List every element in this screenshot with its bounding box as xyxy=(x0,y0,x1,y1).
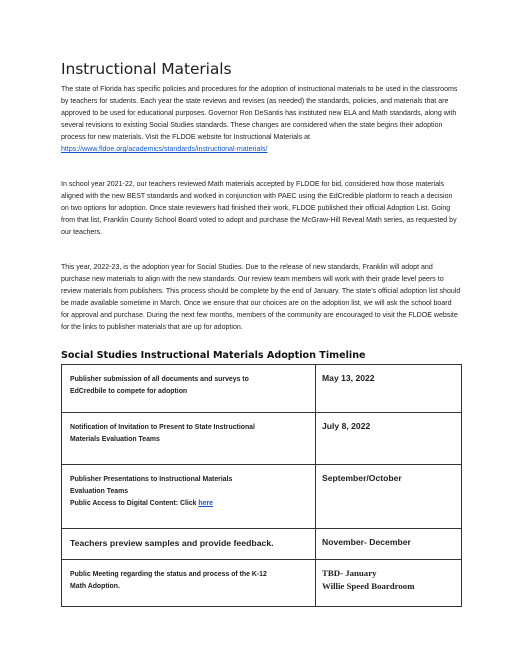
table-row xyxy=(62,413,462,465)
fldoe-instructional-materials-link[interactable]: https://www.fldoe.org/academics/standards/instructional-materials/ xyxy=(61,146,268,154)
event-cell xyxy=(62,465,316,529)
date-cell xyxy=(316,560,462,607)
event-cell xyxy=(62,560,316,607)
math-adoption-paragraph: In school year 2021-22, our teachers reviewed Math materials accepted by FLDOE for bid, considered how those materials aligned with the new BEST standards and worked in conjunction with PAEC using the EdCredible platform to reach a decision on two options for adoption. Once state reviewers had finished their work, FLDOE published their official Adoption List. Going from that list, Franklin County School Board voted to adopt and purchase the McGraw-Hill Reveal Math series, as requested by our teachers. xyxy=(61,181,457,237)
event-line xyxy=(70,498,307,510)
adoption-timeline-table xyxy=(61,364,462,607)
digital-content-here-link[interactable]: here xyxy=(198,500,213,508)
date-cell: May 13, 2022 xyxy=(316,365,462,413)
table-row xyxy=(62,465,462,529)
event-line: Publisher Presentations to Instructional Materials xyxy=(70,476,233,483)
event-cell xyxy=(62,413,316,465)
event-line: Public Meeting regarding the status and process of the K-12 xyxy=(70,571,267,578)
event-cell xyxy=(62,365,316,413)
intro-text: The state of Florida has specific policies and procedures for the adoption of instructional materials to be used in the classrooms by teachers for students. Each year the state reviews and revises (as needed) the standards, policies, and materials that are approved to be used for educational purposes. Governor Ron DeSantis has instituted new ELA and Math standards, along with several revisions to existing Social Studies standards. These changes are considered when the state begins their adoption process for new materials. Visit the FLDOE website for Instructional Materials at xyxy=(61,86,458,142)
date-cell: July 8, 2022 xyxy=(316,413,462,465)
event-line: Materials Evaluation Teams xyxy=(70,436,160,444)
social-studies-paragraph: This year, 2022-23, is the adoption year for Social Studies. Due to the release of new standards, Franklin will adopt and purchase new materials to align with the new standards. Our review team members will work with their grade level peers to review materials from publishers. This process should be complete by the end of January. The state’s official adoption list should be made available sometime in March. Once we ensure that our choices are on the adoption list, we will ask the school board for approval and purchase. During the next few months, members of the community are encouraged to visit the FLDOE website for the links to publisher materials that are up for adoption. xyxy=(61,264,461,332)
table-row xyxy=(62,365,462,413)
page-title: Instructional Materials xyxy=(61,60,232,78)
event-cell: Teachers preview samples and provide feedback. xyxy=(62,529,316,560)
event-line: Evaluation Teams xyxy=(70,488,129,496)
table-row xyxy=(62,560,462,607)
date-cell: September/October xyxy=(316,465,462,529)
intro-paragraph xyxy=(61,84,461,157)
digital-access-label: Public Access to Digital Content: Click xyxy=(70,500,199,508)
table-row xyxy=(62,529,462,560)
date-cell: November- December xyxy=(316,529,462,560)
location-line: Willie Speed Boardroom xyxy=(322,581,415,591)
date-line: TBD- January xyxy=(322,568,377,578)
event-line: Math Adoption. xyxy=(70,583,120,591)
timeline-heading: Social Studies Instructional Materials Adoption Timeline xyxy=(61,350,366,361)
event-line: Publisher submission of all documents and surveys to xyxy=(70,376,249,383)
event-line: Notification of Invitation to Present to State Instructional xyxy=(70,424,255,431)
event-line: EdCredbile to compete for adoption xyxy=(70,388,188,396)
